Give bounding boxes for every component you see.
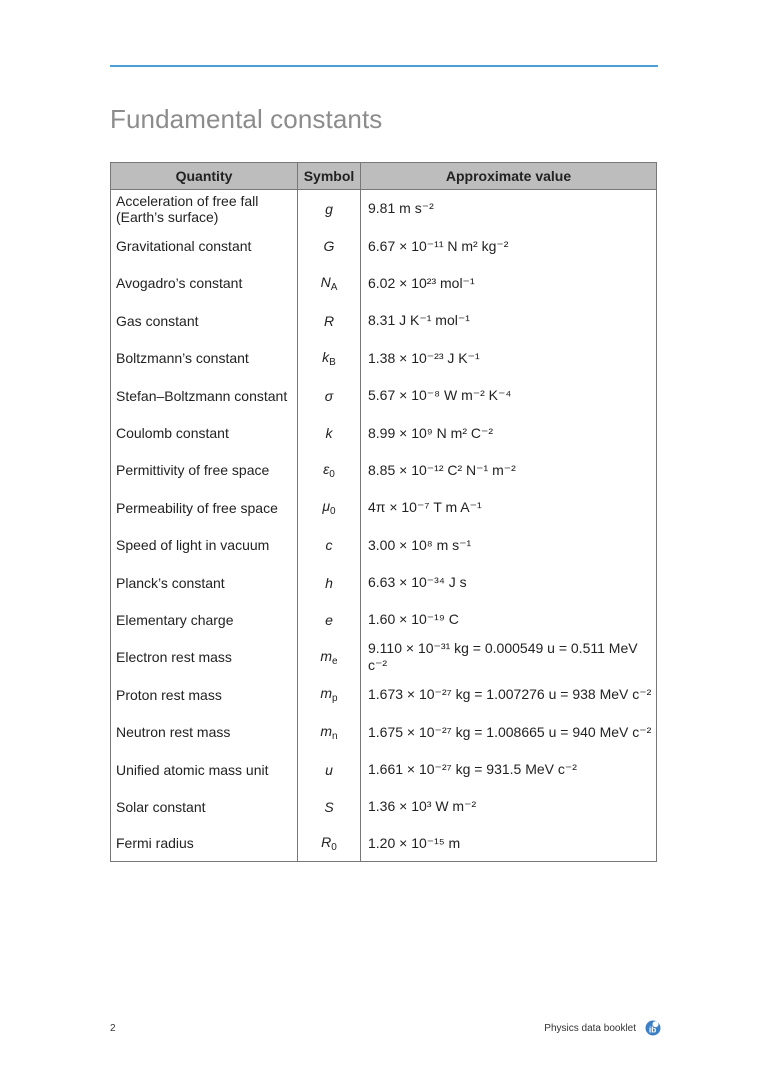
quantity-cell: Unified atomic mass unit [111,751,298,788]
value-cell: 3.00 × 10⁸ m s⁻¹ [361,527,657,564]
symbol-cell: S [298,788,361,825]
quantity-cell: Planck’s constant [111,564,298,601]
symbol-subscript: 0 [330,506,336,518]
quantity-cell: Avogadro’s constant [111,265,298,302]
quantity-cell: Proton rest mass [111,676,298,713]
value-cell: 6.67 × 10⁻¹¹ N m² kg⁻² [361,227,657,264]
quantity-cell: Coulomb constant [111,414,298,451]
quantity-cell: Boltzmann’s constant [111,340,298,377]
symbol-cell: g [298,190,361,228]
symbol-subscript: p [332,693,338,705]
value-cell: 4π × 10⁻⁷ T m A⁻¹ [361,489,657,526]
symbol-cell: $R_0$ [298,826,361,862]
symbol-cell: σ [298,377,361,414]
table-row [111,302,657,339]
value-cell: 1.673 × 10⁻²⁷ kg = 1.007276 u = 938 MeV c⁻² [361,676,657,713]
quantity-cell: Stefan–Boltzmann constant [111,377,298,414]
value-cell: 6.02 × 10²³ mol⁻¹ [361,265,657,302]
symbol-cell: $k_B$ [298,340,361,377]
value-cell: 1.36 × 10³ W m⁻² [361,788,657,825]
value-cell: 1.60 × 10⁻¹⁹ C [361,601,657,638]
table-header-row [111,163,657,190]
symbol-cell: h [298,564,361,601]
value-cell: 1.661 × 10⁻²⁷ kg = 931.5 MeV c⁻² [361,751,657,788]
quantity-cell: Speed of light in vacuum [111,527,298,564]
table-row [111,639,657,676]
value-cell: 1.20 × 10⁻¹⁵ m [361,826,657,862]
table-row [111,265,657,302]
quantity-cell: Permittivity of free space [111,452,298,489]
page-number: 2 [110,1023,116,1034]
symbol-cell: u [298,751,361,788]
quantity-cell: Acceleration of free fall (Earth’s surface) [111,190,298,228]
value-cell: 8.99 × 10⁹ N m² C⁻² [361,414,657,451]
quantity-cell: Solar constant [111,788,298,825]
quantity-cell: Gas constant [111,302,298,339]
table-row [111,377,657,414]
symbol-cell: c [298,527,361,564]
table-row [111,489,657,526]
quantity-cell: Permeability of free space [111,489,298,526]
quantity-cell: Neutron rest mass [111,713,298,750]
quantity-cell: Fermi radius [111,826,298,862]
value-cell: 1.38 × 10⁻²³ J K⁻¹ [361,340,657,377]
value-cell: 8.31 J K⁻¹ mol⁻¹ [361,302,657,339]
table-row [111,713,657,750]
table-row [111,414,657,451]
table-row [111,564,657,601]
table-row [111,190,657,228]
ib-logo-icon [645,1020,661,1036]
symbol-cell: $m_p$ [298,676,361,713]
symbol-cell: G [298,227,361,264]
quantity-cell: Elementary charge [111,601,298,638]
value-cell: 6.63 × 10⁻³⁴ J s [361,564,657,601]
symbol-subscript: n [332,730,338,742]
symbol-subscript: 0 [331,841,337,853]
constants-table [110,162,657,862]
quantity-cell: Gravitational constant [111,227,298,264]
top-rule [110,65,658,67]
symbol-cell: R [298,302,361,339]
table-row [111,527,657,564]
table-row [111,788,657,825]
symbol-subscript: B [329,356,336,368]
symbol-cell: $m_e$ [298,639,361,676]
symbol-cell: $\mu_0$ [298,489,361,526]
table-row [111,340,657,377]
symbol-cell: k [298,414,361,451]
symbol-cell: $\varepsilon_0$ [298,452,361,489]
symbol-cell: $m_n$ [298,713,361,750]
quantity-cell: Electron rest mass [111,639,298,676]
value-cell: 1.675 × 10⁻²⁷ kg = 1.008665 u = 940 MeV c⁻² [361,713,657,750]
page-title: Fundamental constants [110,104,383,134]
table-row [111,676,657,713]
value-cell: 8.85 × 10⁻¹² C² N⁻¹ m⁻² [361,452,657,489]
symbol-subscript: 0 [329,468,335,480]
table-row [111,826,657,862]
header-symbol: Symbol [298,163,361,190]
header-quantity: Quantity [111,163,298,190]
table-row [111,751,657,788]
value-cell: 9.81 m s⁻² [361,190,657,228]
value-cell: 5.67 × 10⁻⁸ W m⁻² K⁻⁴ [361,377,657,414]
symbol-subscript: e [332,655,338,667]
table-row [111,601,657,638]
table-row [111,227,657,264]
value-cell: 9.110 × 10⁻³¹ kg = 0.000549 u = 0.511 MeV c⁻² [361,639,657,676]
booklet-title: Physics data booklet [544,1023,636,1034]
table-row [111,452,657,489]
svg-text:ib: ib [648,1024,657,1035]
symbol-cell: e [298,601,361,638]
symbol-subscript: A [330,281,338,293]
header-value: Approximate value [361,163,657,190]
symbol-cell: $N_A$ [298,265,361,302]
